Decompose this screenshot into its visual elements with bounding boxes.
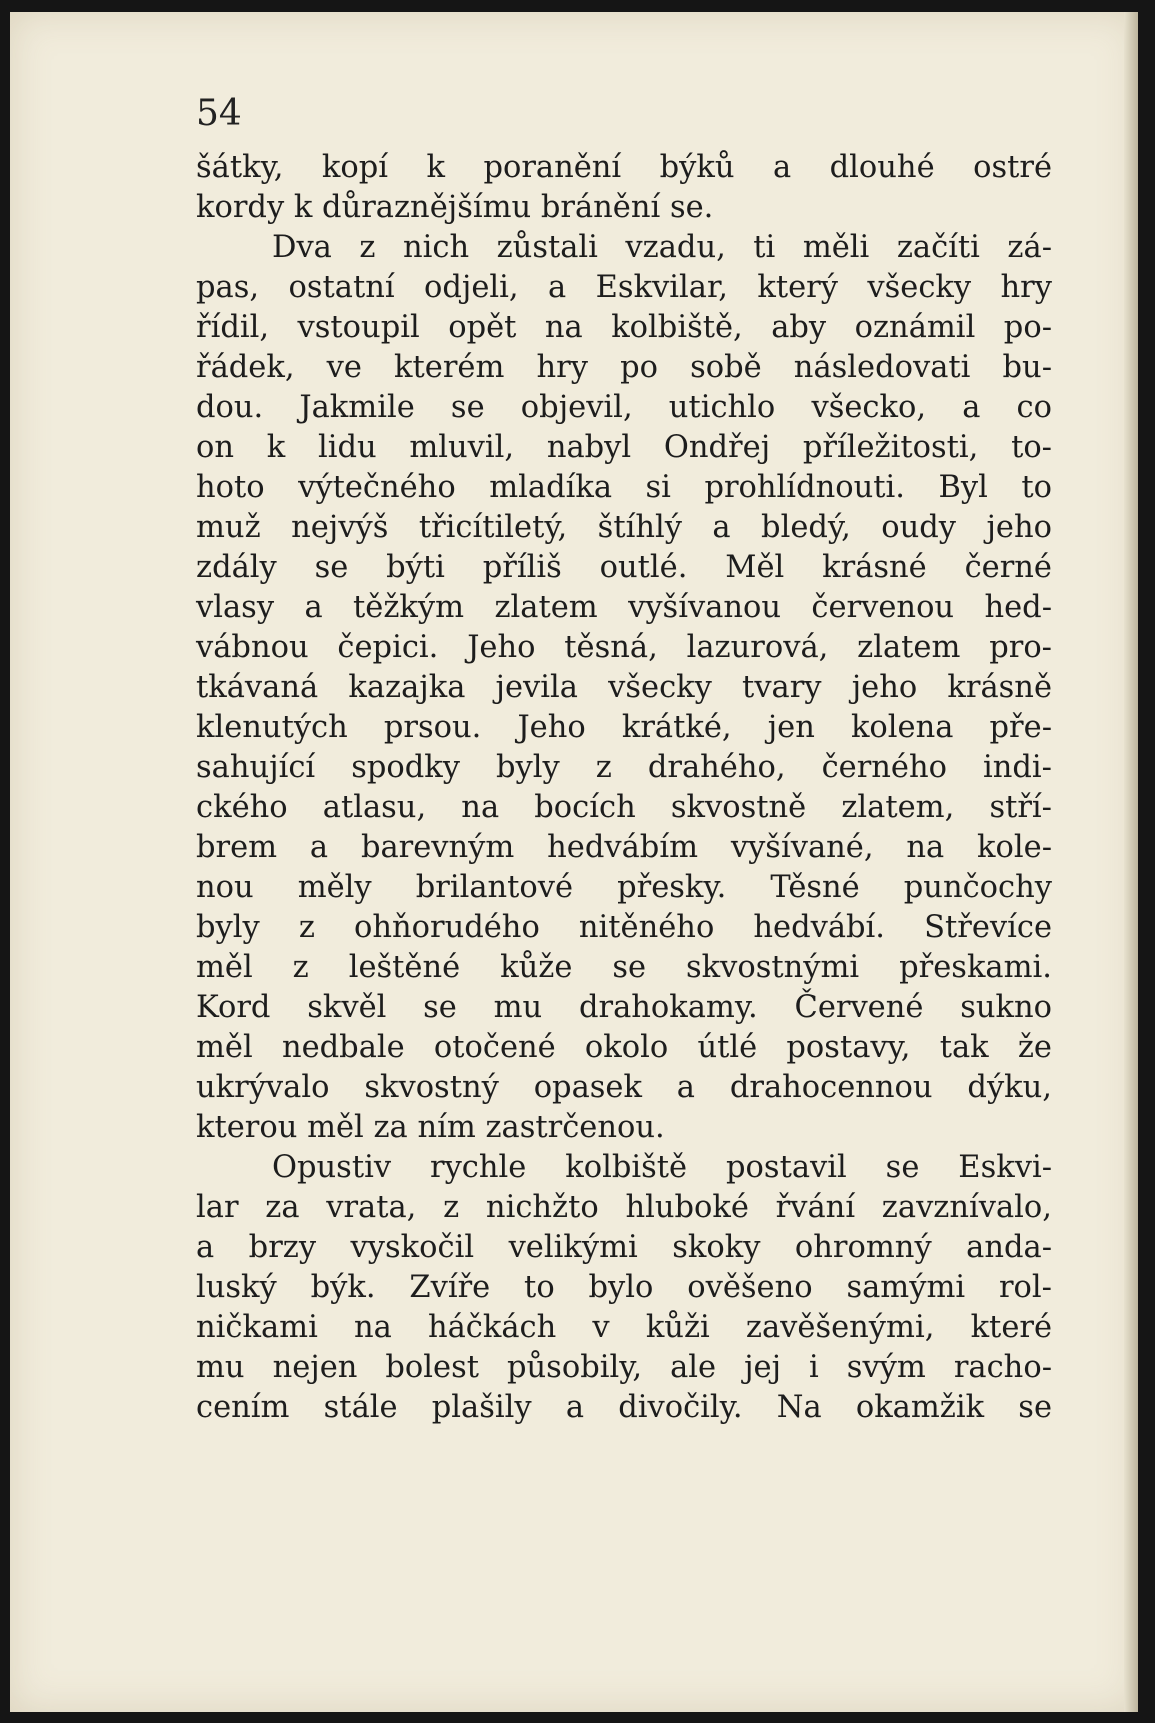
- text-line: řádek, ve kterém hry po sobě následovati bu-: [196, 350, 1052, 385]
- page-spine-edge: [1124, 12, 1138, 1712]
- text-line: luský býk. Zvíře to bylo ověšeno samými rol-: [196, 1270, 1052, 1305]
- text-line: a brzy vyskočil velikými skoky ohromný anda-: [196, 1230, 1052, 1265]
- text-line: tkávaná kazajka jevila všecky tvary jeho krásně: [196, 670, 1052, 705]
- text-line: šátky, kopí k poranění býků a dlouhé ostré: [196, 150, 1052, 185]
- text-line: hoto výtečného mladíka si prohlídnouti. Byl to: [196, 470, 1052, 505]
- page-number: 54: [196, 93, 242, 134]
- text-line: kterou měl za ním zastrčenou.: [196, 1110, 665, 1145]
- text-line: měl z leštěné kůže se skvostnými přeskami.: [196, 950, 1052, 985]
- text-line: on k lidu mluvil, nabyl Ondřej příležitosti, to-: [196, 430, 1052, 465]
- text-line: dou. Jakmile se objevil, utichlo všecko, a co: [196, 390, 1052, 425]
- text-line: sahující spodky byly z drahého, černého indi-: [196, 750, 1052, 785]
- text-line: vábnou čepici. Jeho těsná, lazurová, zlatem pro-: [196, 630, 1052, 665]
- book-page: [10, 12, 1138, 1712]
- text-line: klenutých prsou. Jeho krátké, jen kolena pře-: [196, 710, 1052, 745]
- text-line: vlasy a těžkým zlatem vyšívanou červenou hed-: [196, 590, 1052, 625]
- text-line: Kord skvěl se mu drahokamy. Červené sukno: [196, 990, 1052, 1025]
- text-line: nou měly brilantové přesky. Těsné punčochy: [196, 870, 1052, 905]
- text-line: měl nedbale otočené okolo útlé postavy, tak že: [196, 1030, 1052, 1065]
- text-line: Opustiv rychle kolbiště postavil se Eskvi-: [272, 1150, 1052, 1185]
- text-line: byly z ohňorudého nitěného hedvábí. Střevíce: [196, 910, 1052, 945]
- text-line: Dva z nich zůstali vzadu, ti měli začíti zá-: [272, 230, 1052, 265]
- text-line: ničkami na háčkách v kůži zavěšenými, které: [196, 1310, 1052, 1345]
- text-line: ukrývalo skvostný opasek a drahocennou dýku,: [196, 1070, 1052, 1105]
- text-line: řídil, vstoupil opět na kolbiště, aby oznámil po-: [196, 310, 1052, 345]
- text-line: brem a barevným hedvábím vyšívané, na kole-: [196, 830, 1052, 865]
- text-line: cením stále plašily a divočily. Na okamžik se: [196, 1390, 1052, 1425]
- text-line: kordy k důraznějšímu bránění se.: [196, 190, 714, 225]
- text-line: zdály se býti příliš outlé. Měl krásné černé: [196, 550, 1052, 585]
- text-line: ckého atlasu, na bocích skvostně zlatem, stří-: [196, 790, 1052, 825]
- text-line: muž nejvýš třicítiletý, štíhlý a bledý, oudy jeho: [196, 510, 1052, 545]
- text-line: pas, ostatní odjeli, a Eskvilar, který všecky hry: [196, 270, 1052, 305]
- text-line: mu nejen bolest působily, ale jej i svým racho-: [196, 1350, 1052, 1385]
- body-text: [196, 148, 1052, 1428]
- text-line: lar za vrata, z nichžto hluboké řvání zavznívalo,: [196, 1190, 1052, 1225]
